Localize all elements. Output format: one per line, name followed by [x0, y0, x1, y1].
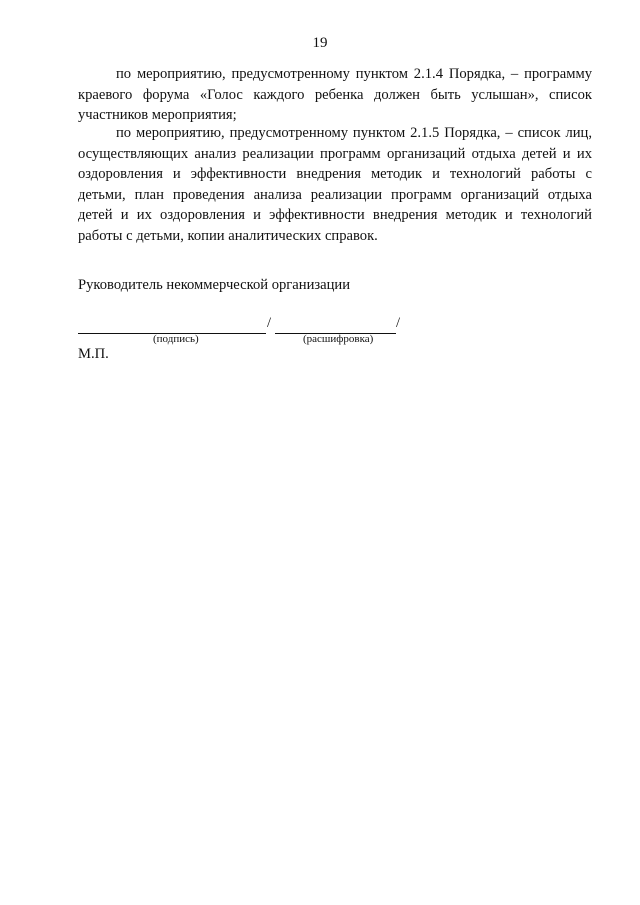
seal-label: М.П.: [78, 346, 109, 362]
paragraph-text: по мероприятию, предусмотренному пунктом 2.1.5 Порядка, – список лиц, осуществляющих анализ реализации программ организаций отдыха детей и их оздоровления и эффективности внедрения методик и технологий работы с детьми, план проведения анализа реализации программ организаций отдыха детей и их оздоровления и эффективности внедрения методик и технологий работы с детьми, копии аналитических справок.: [78, 125, 592, 244]
separator-slash: /: [267, 315, 272, 331]
signature-caption: (подпись): [153, 333, 199, 345]
signer-title: Руководитель некоммерческой организации: [78, 277, 351, 293]
page-number: 19: [312, 35, 328, 51]
separator-slash-end: /: [396, 315, 401, 331]
paragraph-item-2-1-5: [78, 123, 592, 246]
paragraph-text: по мероприятию, предусмотренному пунктом 2.1.4 Порядка, – программу краевого форума «Голос каждого ребенка должен быть услышан», список участников мероприятия;: [78, 66, 592, 123]
decoding-caption: (расшифровка): [303, 333, 374, 345]
paragraph-item-2-1-4: [78, 64, 592, 126]
